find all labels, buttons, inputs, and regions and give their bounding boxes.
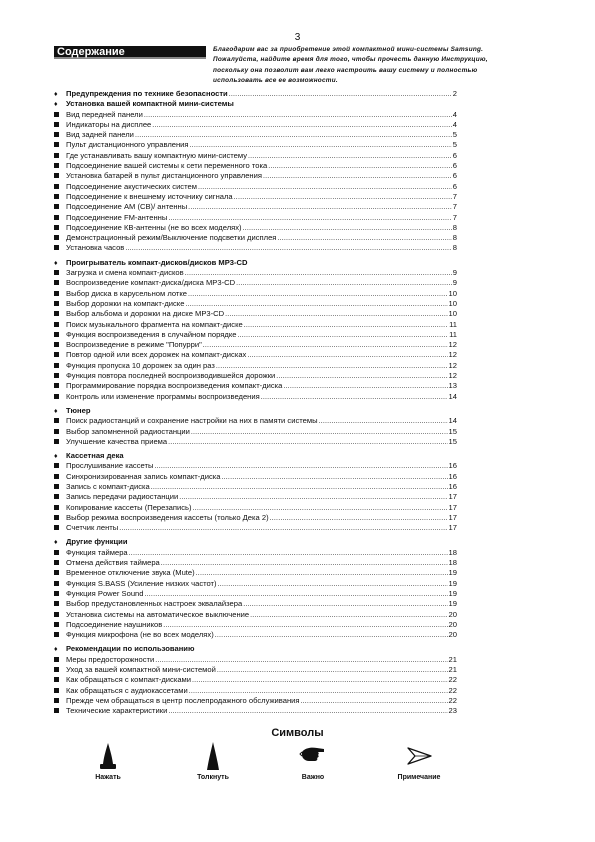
toc-label: Подсоединение акустических систем <box>66 181 197 191</box>
symbol-label: Толкнуть <box>197 774 229 781</box>
toc-page-number: 9 <box>452 268 457 278</box>
toc-item-row <box>54 171 457 181</box>
diamond-bullet-icon: ♦ <box>54 646 58 654</box>
important-hand-icon <box>299 742 327 772</box>
toc-label: Выбор предустановленных настроек эквалайзера <box>66 599 243 609</box>
diamond-bullet-icon: ♦ <box>54 453 58 461</box>
toc-label: Запись с компакт-диска <box>66 481 150 491</box>
toc-item-row <box>54 427 457 437</box>
toc-page-number: 6 <box>452 150 457 160</box>
toc-item-row <box>54 140 457 150</box>
table-of-contents <box>54 89 457 717</box>
toc-page-number: 18 <box>448 558 457 568</box>
toc-item-row <box>54 130 457 140</box>
toc-section-row <box>54 644 457 654</box>
square-bullet-icon <box>54 393 66 403</box>
toc-label: Уход за вашей компактной мини-системой <box>66 665 216 675</box>
toc-page-number: 20 <box>448 630 457 640</box>
toc-page-number: 5 <box>452 140 457 150</box>
toc-page-number: 7 <box>452 212 457 222</box>
toc-page-number: 4 <box>452 109 457 119</box>
toc-page-number: 10 <box>448 309 457 319</box>
toc-page-number: 16 <box>448 461 457 471</box>
toc-item-row <box>54 202 457 212</box>
toc-item-row <box>54 320 457 330</box>
toc-label: Поиск музыкального фрагмента на компакт-диске <box>66 319 243 329</box>
toc-label: Загрузка и смена компакт-дисков <box>66 268 184 278</box>
toc-item-row <box>54 161 457 171</box>
square-bullet-icon <box>54 438 66 448</box>
toc-item-row <box>54 120 457 130</box>
intro-line: использовать все ее возможности. <box>213 76 338 84</box>
symbol-note <box>374 742 464 781</box>
toc-item-row <box>54 523 457 533</box>
toc-item-row <box>54 437 457 447</box>
toc-item-row <box>54 243 457 253</box>
toc-page-number: 22 <box>448 685 457 695</box>
diamond-bullet-icon: ♦ <box>54 407 58 415</box>
push-icon <box>203 742 223 772</box>
toc-page-number: 19 <box>448 599 457 609</box>
toc-page-number: 22 <box>448 675 457 685</box>
toc-item-row <box>54 361 457 371</box>
toc-label: Пульт дистанционного управления <box>66 140 189 150</box>
toc-label: Синхронизированная запись компакт-диска <box>66 471 221 481</box>
toc-label: Отмена действия таймера <box>66 558 160 568</box>
toc-label: Другие функции <box>66 537 128 547</box>
toc-item-row <box>54 392 457 402</box>
toc-leader-dots <box>168 707 447 717</box>
toc-leader-dots <box>168 438 447 448</box>
symbol-important <box>268 742 358 781</box>
toc-label: Тюнер <box>66 405 91 415</box>
toc-page-number: 12 <box>448 360 457 370</box>
toc-item-row <box>54 381 457 391</box>
toc-page-number: 8 <box>452 233 457 243</box>
toc-item-row <box>54 568 457 578</box>
toc-label: Вид передней панели <box>66 109 143 119</box>
toc-page-number: 7 <box>452 202 457 212</box>
toc-item-row <box>54 299 457 309</box>
toc-label: Подсоединение КВ-антенны (не во всех моделях) <box>66 222 242 232</box>
toc-page-number: 19 <box>448 588 457 598</box>
toc-item-row <box>54 503 457 513</box>
toc-item-row <box>54 350 457 360</box>
toc-label: Проигрыватель компакт-дисков/дисков MP3-CD <box>66 257 248 267</box>
toc-page-number: 15 <box>448 426 457 436</box>
toc-item-row <box>54 233 457 243</box>
toc-label: Индикаторы на дисплее <box>66 119 152 129</box>
toc-item-row <box>54 371 457 381</box>
toc-label: Повтор одной или всех дорожек на компакт-дисках <box>66 350 247 360</box>
toc-label: Улучшение качества приема <box>66 436 168 446</box>
toc-page-number: 5 <box>452 130 457 140</box>
toc-label: Установка вашей компактной мини-системы <box>66 99 234 109</box>
toc-item-row <box>54 589 457 599</box>
toc-page-number: 20 <box>448 609 457 619</box>
toc-label: Выбор диска в карусельном лотке <box>66 288 188 298</box>
toc-label: Как обращаться с аудиокассетами <box>66 685 188 695</box>
toc-item-row <box>54 289 457 299</box>
toc-item-row <box>54 330 457 340</box>
toc-item-row <box>54 630 457 640</box>
toc-item-row <box>54 579 457 589</box>
toc-label: Копирование кассеты (Перезапись) <box>66 502 192 512</box>
toc-label: Контроль или изменение программы воспроизведения <box>66 391 260 401</box>
toc-item-row <box>54 696 457 706</box>
toc-page-number: 19 <box>448 568 457 578</box>
toc-label: Предупреждения по технике безопасности <box>66 89 228 98</box>
toc-page-number: 15 <box>448 436 457 446</box>
toc-item-row <box>54 558 457 568</box>
contents-heading: Содержание <box>54 46 206 59</box>
toc-label: Воспроизведение компакт-диска/диска MP3-CD <box>66 278 236 288</box>
toc-label: Функция Power Sound <box>66 588 144 598</box>
toc-item-row <box>54 675 457 685</box>
toc-item-row <box>54 461 457 471</box>
toc-label: Функция таймера <box>66 547 128 557</box>
toc-page-number: 22 <box>448 695 457 705</box>
toc-page-number: 12 <box>448 371 457 381</box>
diamond-bullet-icon: ♦ <box>54 259 58 267</box>
toc-item-row <box>54 278 457 288</box>
toc-label: Функция воспроизведения в случайном порядке <box>66 329 237 339</box>
page-number: 3 <box>294 32 301 43</box>
toc-label: Меры предосторожности <box>66 654 155 664</box>
toc-page-number: 6 <box>452 161 457 171</box>
toc-section-row <box>54 537 457 547</box>
toc-page-number: 4 <box>452 119 457 129</box>
toc-label: Выбор дорожки на компакт-диске <box>66 298 185 308</box>
symbol-press <box>63 742 153 781</box>
toc-page-number: 11 <box>449 329 457 339</box>
toc-page-number: 10 <box>448 288 457 298</box>
toc-page-number: 14 <box>448 416 457 426</box>
toc-label: Установка системы на автоматическое выключение <box>66 609 250 619</box>
toc-label: Функция повтора последней воспроизводившейся дорожки <box>66 371 276 381</box>
square-bullet-icon <box>54 707 66 717</box>
toc-item-row <box>54 610 457 620</box>
toc-item-row <box>54 110 457 120</box>
toc-page-number: 23 <box>448 706 457 716</box>
toc-leader-dots <box>125 244 451 254</box>
toc-page-number: 6 <box>452 181 457 191</box>
toc-label: Подсоединение вашей системы к сети переменного тока <box>66 161 268 171</box>
toc-page-number: 13 <box>448 381 457 391</box>
intro-text <box>213 45 543 86</box>
toc-item-row <box>54 686 457 696</box>
square-bullet-icon <box>54 244 66 254</box>
symbol-label: Примечание <box>397 774 441 781</box>
toc-page-number: 17 <box>448 512 457 522</box>
toc-page-number: 21 <box>448 654 457 664</box>
press-icon <box>98 742 118 772</box>
toc-page-number: 20 <box>448 619 457 629</box>
diamond-bullet-icon: ♦ <box>54 101 58 109</box>
toc-item-row <box>54 548 457 558</box>
toc-label: Технические характеристики <box>66 706 168 716</box>
toc-page-number: 8 <box>452 243 457 253</box>
toc-item-row <box>54 416 457 426</box>
toc-label: Запись передачи радиостанции <box>66 492 179 502</box>
toc-label: Кассетная дека <box>66 451 124 461</box>
toc-label: Выбор альбома и дорожки на диске MP3-CD <box>66 309 225 319</box>
toc-item-row <box>54 620 457 630</box>
toc-label: Поиск радиостанций и сохранение настройки на них в памяти системы <box>66 416 318 426</box>
symbol-push <box>168 742 258 781</box>
toc-leader-dots <box>119 524 447 534</box>
toc-item-row <box>54 192 457 202</box>
toc-item-row <box>54 223 457 233</box>
toc-label: Установка часов <box>66 243 125 253</box>
toc-label: Воспроизведение в режиме "Попурри" <box>66 340 202 350</box>
toc-item-row <box>54 513 457 523</box>
toc-page-number: 11 <box>449 319 457 329</box>
toc-page-number: 6 <box>452 171 457 181</box>
toc-label: Функция пропуска 10 дорожек за один раз <box>66 360 215 370</box>
toc-item-row <box>54 309 457 319</box>
toc-label: Демонстрационный режим/Выключение подсветки дисплея <box>66 233 277 243</box>
toc-page-number: 18 <box>448 547 457 557</box>
toc-label: Выбор режима воспроизведения кассеты (только Дека 2) <box>66 512 269 522</box>
toc-label: Подсоединение наушников <box>66 619 163 629</box>
toc-page-number: 17 <box>448 523 457 533</box>
toc-page-number: 7 <box>452 191 457 201</box>
toc-page-number: 12 <box>448 340 457 350</box>
toc-label: Установка батарей в пульт дистанционного управления <box>66 171 262 181</box>
toc-label: Подсоединение FM-антенны <box>66 212 168 222</box>
toc-label: Вид задней панели <box>66 130 134 140</box>
intro-line: Пожалуйста, найдите время для того, чтобы прочесть данную Инструкцию, <box>213 56 488 64</box>
toc-label: Выбор запомненной радиостанции <box>66 426 190 436</box>
toc-page-number: 10 <box>448 298 457 308</box>
toc-item-row <box>54 665 457 675</box>
toc-item-row <box>54 472 457 482</box>
toc-section-row <box>54 258 457 268</box>
toc-page-number: 17 <box>448 502 457 512</box>
toc-leader-dots <box>261 393 448 403</box>
toc-page-number: 16 <box>448 471 457 481</box>
toc-page-number: 2 <box>452 89 457 98</box>
toc-item-row <box>54 213 457 223</box>
square-bullet-icon <box>54 524 66 534</box>
toc-item-row <box>54 182 457 192</box>
symbols-title: Символы <box>271 727 324 739</box>
toc-label: Где устанавливать вашу компактную мини-систему <box>66 150 248 160</box>
toc-page-number: 21 <box>448 665 457 675</box>
toc-page-number: 12 <box>448 350 457 360</box>
toc-page-number: 8 <box>452 222 457 232</box>
toc-label: Рекомендации по использованию <box>66 644 195 654</box>
toc-section-row <box>54 99 457 109</box>
toc-item-row <box>54 655 457 665</box>
toc-label: Как обращаться с компакт-дисками <box>66 675 192 685</box>
toc-label: Подсоединение к внешнему источнику сигнала <box>66 191 233 201</box>
toc-label: Программирование порядка воспроизведения компакт-диска <box>66 381 283 391</box>
toc-leader-dots <box>215 631 448 641</box>
toc-page-number: 16 <box>448 481 457 491</box>
square-bullet-icon <box>54 631 66 641</box>
toc-section-row <box>54 89 457 99</box>
toc-item-row <box>54 492 457 502</box>
diamond-bullet-icon: ♦ <box>54 539 58 547</box>
toc-item-row <box>54 340 457 350</box>
symbol-label: Важно <box>301 774 325 781</box>
intro-line: поскольку она позволит вам легко настроить вашу систему и полностью <box>213 66 478 74</box>
toc-label: Функция микрофона (не во всех моделях) <box>66 630 214 640</box>
toc-item-row <box>54 268 457 278</box>
toc-page-number: 19 <box>448 578 457 588</box>
toc-label: Прежде чем обращаться в центр послепродажного обслуживания <box>66 695 300 705</box>
symbol-label: Нажать <box>95 774 121 781</box>
note-pen-icon <box>405 742 433 772</box>
toc-label: Подсоединение AM (СВ)/ антенны <box>66 202 188 212</box>
diamond-bullet-icon: ♦ <box>54 91 58 98</box>
intro-line: Благодарим вас за приобретение этой компактной мини-системы Samsung. <box>213 46 484 53</box>
toc-page-number: 9 <box>452 278 457 288</box>
toc-item-row <box>54 706 457 716</box>
toc-page-number: 14 <box>448 391 457 401</box>
toc-label: Прослушивание кассеты <box>66 461 154 471</box>
toc-label: Функция S.BASS (Усиление низких частот) <box>66 578 217 588</box>
toc-label: Временное отключение звука (Mute) <box>66 568 195 578</box>
toc-item-row <box>54 151 457 161</box>
toc-label: Счетчик ленты <box>66 523 119 533</box>
toc-page-number: 17 <box>448 492 457 502</box>
toc-item-row <box>54 599 457 609</box>
toc-item-row <box>54 482 457 492</box>
toc-section-row <box>54 451 457 461</box>
toc-section-row <box>54 406 457 416</box>
